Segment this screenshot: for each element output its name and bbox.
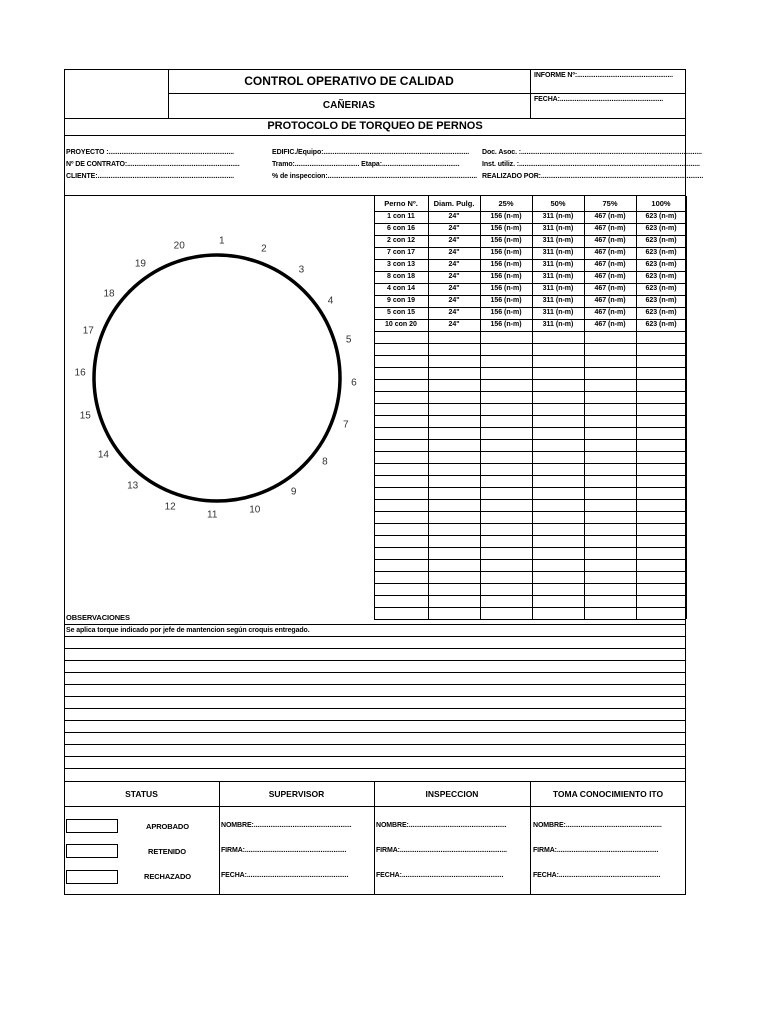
contrato-field[interactable]: Nº DE CONTRATO:.............................................................	[66, 161, 240, 168]
bolt-label-8: 8	[322, 456, 328, 468]
table-header: 75%	[602, 199, 618, 208]
table-cell[interactable]: 467 (n-m)	[594, 297, 626, 304]
fecha-field[interactable]: FECHA:........................................................	[534, 96, 664, 103]
table-cell[interactable]: 3 con 13	[386, 261, 415, 268]
supervisor-firma[interactable]: FIRMA:.......................................................	[221, 847, 347, 854]
table-cell[interactable]: 467 (n-m)	[594, 321, 626, 328]
table-cell[interactable]: 5 con 15	[386, 309, 415, 316]
bolt-label-15: 15	[79, 410, 91, 422]
bolt-label-19: 19	[134, 258, 146, 270]
supervisor-header: SUPERVISOR	[268, 789, 325, 799]
ito-nombre[interactable]: NOMBRE:....................................................	[533, 822, 662, 829]
table-cell[interactable]: 156 (n-m)	[490, 309, 522, 316]
table-cell[interactable]: 311 (n-m)	[542, 237, 574, 244]
table-cell[interactable]: 156 (n-m)	[490, 261, 522, 268]
table-cell[interactable]: 4 con 14	[386, 285, 415, 292]
table-cell[interactable]: 467 (n-m)	[594, 285, 626, 292]
table-cell[interactable]: 156 (n-m)	[490, 285, 522, 292]
table-header: 50%	[550, 199, 566, 208]
table-header: Perno Nº.	[384, 199, 418, 208]
bolt-label-6: 6	[351, 377, 357, 389]
table-cell[interactable]: 156 (n-m)	[490, 225, 522, 232]
status-header: STATUS	[125, 789, 158, 799]
table-cell[interactable]: 24"	[448, 237, 460, 244]
table-header: 100%	[651, 199, 671, 208]
inspeccion-nombre[interactable]: NOMBRE:.....................................................	[376, 822, 507, 829]
proyecto-field[interactable]: PROYECTO :....................................................................	[66, 149, 234, 156]
protocol-title: PROTOCOLO DE TORQUEO DE PERNOS	[267, 120, 483, 132]
table-cell[interactable]: 467 (n-m)	[594, 261, 626, 268]
table-cell[interactable]: 1 con 11	[387, 213, 415, 220]
bolt-label-9: 9	[290, 486, 297, 498]
table-cell[interactable]: 467 (n-m)	[594, 213, 626, 220]
form-subtitle: CAÑERIAS	[322, 100, 376, 111]
table-cell[interactable]: 24"	[448, 297, 460, 304]
toma-header: TOMA CONOCIMIENTO ITO	[552, 789, 664, 799]
table-cell[interactable]: 467 (n-m)	[594, 249, 626, 256]
table-cell[interactable]: 623 (n-m)	[645, 321, 677, 328]
bolt-label-20: 20	[173, 240, 185, 252]
flange-circle	[94, 255, 340, 501]
table-cell[interactable]: 311 (n-m)	[542, 285, 574, 292]
bolt-label-11: 11	[207, 509, 218, 521]
table-cell[interactable]: 156 (n-m)	[490, 213, 522, 220]
table-cell[interactable]: 2 con 12	[386, 237, 415, 244]
aprobado-label: APROBADO	[146, 822, 189, 831]
bolt-label-16: 16	[74, 367, 86, 379]
table-cell[interactable]: 311 (n-m)	[542, 261, 574, 268]
table-cell[interactable]: 24"	[448, 213, 460, 220]
bolt-label-5: 5	[345, 334, 352, 346]
table-cell[interactable]: 156 (n-m)	[490, 273, 522, 280]
table-cell[interactable]: 311 (n-m)	[542, 225, 574, 232]
ito-fecha[interactable]: FECHA:.......................................................	[533, 872, 661, 879]
table-cell[interactable]: 156 (n-m)	[490, 249, 522, 256]
inspeccion-field[interactable]: % de inspeccion:.................................................................................	[272, 173, 478, 180]
table-cell[interactable]: 311 (n-m)	[542, 297, 574, 304]
table-cell[interactable]: 467 (n-m)	[594, 237, 626, 244]
aprobado-checkbox[interactable]	[66, 819, 118, 833]
table-cell[interactable]: 6 con 16	[386, 225, 415, 232]
inst-field[interactable]: Inst. utiliz. :..................................................................................................	[482, 161, 700, 168]
table-cell[interactable]: 8 con 18	[386, 273, 415, 280]
table-cell[interactable]: 311 (n-m)	[542, 309, 574, 316]
table-cell[interactable]: 24"	[448, 225, 460, 232]
table-cell[interactable]: 623 (n-m)	[645, 309, 677, 316]
bolt-label-7: 7	[342, 419, 349, 431]
doc-field[interactable]: Doc. Asoc. :..................................................................................................	[482, 149, 702, 156]
table-cell[interactable]: 156 (n-m)	[490, 297, 522, 304]
table-cell[interactable]: 24"	[448, 261, 460, 268]
table-cell[interactable]: 467 (n-m)	[594, 273, 626, 280]
table-header: Diam. Pulg.	[433, 199, 475, 208]
table-cell[interactable]: 467 (n-m)	[594, 309, 626, 316]
table-cell[interactable]: 623 (n-m)	[645, 213, 677, 220]
retenido-label: RETENIDO	[148, 847, 186, 856]
rechazado-label: RECHAZADO	[144, 872, 192, 881]
table-cell[interactable]: 467 (n-m)	[594, 225, 626, 232]
table-cell[interactable]: 311 (n-m)	[542, 321, 574, 328]
bolt-label-18: 18	[103, 288, 115, 300]
table-cell[interactable]: 311 (n-m)	[542, 273, 574, 280]
tramo-field[interactable]: Tramo:................................... Etapa:..........................................	[272, 161, 460, 168]
table-cell[interactable]: 24"	[448, 285, 460, 292]
table-cell[interactable]: 623 (n-m)	[645, 285, 677, 292]
inspeccion-header: INSPECCION	[425, 789, 479, 799]
table-cell[interactable]: 623 (n-m)	[645, 261, 677, 268]
inspeccion-fecha[interactable]: FECHA:.......................................................	[376, 872, 504, 879]
table-header: 25%	[498, 199, 514, 208]
table-cell[interactable]: 10 con 20	[385, 321, 417, 328]
bolt-label-4: 4	[327, 295, 334, 307]
edific-field[interactable]: EDIFIC./Equipo:...............................................................................	[272, 149, 470, 156]
table-cell[interactable]: 7 con 17	[386, 249, 415, 256]
flange-diagram	[64, 196, 372, 616]
table-cell[interactable]: 156 (n-m)	[490, 237, 522, 244]
inspeccion-firma[interactable]: FIRMA:..........................................................	[376, 847, 507, 854]
table-cell[interactable]: 311 (n-m)	[542, 249, 574, 256]
rechazado-checkbox[interactable]	[66, 870, 118, 884]
form-title: CONTROL OPERATIVO DE CALIDAD	[244, 74, 454, 88]
bolt-label-12: 12	[164, 501, 176, 513]
table-cell[interactable]: 311 (n-m)	[542, 213, 574, 220]
supervisor-nombre[interactable]: NOMBRE:.....................................................	[221, 822, 352, 829]
supervisor-fecha[interactable]: FECHA:.......................................................	[221, 872, 349, 879]
table-cell[interactable]: 623 (n-m)	[645, 237, 677, 244]
observaciones-text[interactable]: Se aplica torque indicado por jefe de mantencion según croquis entregado.	[66, 627, 310, 634]
cliente-field[interactable]: CLIENTE:..........................................................................	[66, 173, 234, 180]
bolt-label-17: 17	[82, 325, 94, 337]
observaciones-label: OBSERVACIONES	[66, 613, 130, 622]
informe-field[interactable]: INFORME Nº:....................................................	[534, 72, 673, 79]
bolt-label-13: 13	[127, 480, 139, 492]
table-cell[interactable]: 623 (n-m)	[645, 297, 677, 304]
table-cell[interactable]: 24"	[448, 273, 460, 280]
retenido-checkbox[interactable]	[66, 844, 118, 858]
bolt-label-3: 3	[298, 264, 305, 276]
realizado-field[interactable]: REALIZADO POR:........................................................................................	[482, 173, 704, 180]
bolt-label-2: 2	[261, 243, 267, 255]
table-cell[interactable]: 623 (n-m)	[645, 273, 677, 280]
table-cell[interactable]: 623 (n-m)	[645, 249, 677, 256]
table-cell[interactable]: 9 con 19	[386, 297, 415, 304]
table-cell[interactable]: 24"	[448, 309, 460, 316]
table-cell[interactable]: 623 (n-m)	[645, 225, 677, 232]
ito-firma[interactable]: FIRMA:.......................................................	[533, 847, 659, 854]
bolt-label-1: 1	[218, 235, 225, 247]
table-cell[interactable]: 156 (n-m)	[490, 321, 522, 328]
bolt-label-10: 10	[249, 504, 261, 516]
table-cell[interactable]: 24"	[448, 249, 460, 256]
table-cell[interactable]: 24"	[448, 321, 460, 328]
bolt-label-14: 14	[97, 449, 109, 461]
